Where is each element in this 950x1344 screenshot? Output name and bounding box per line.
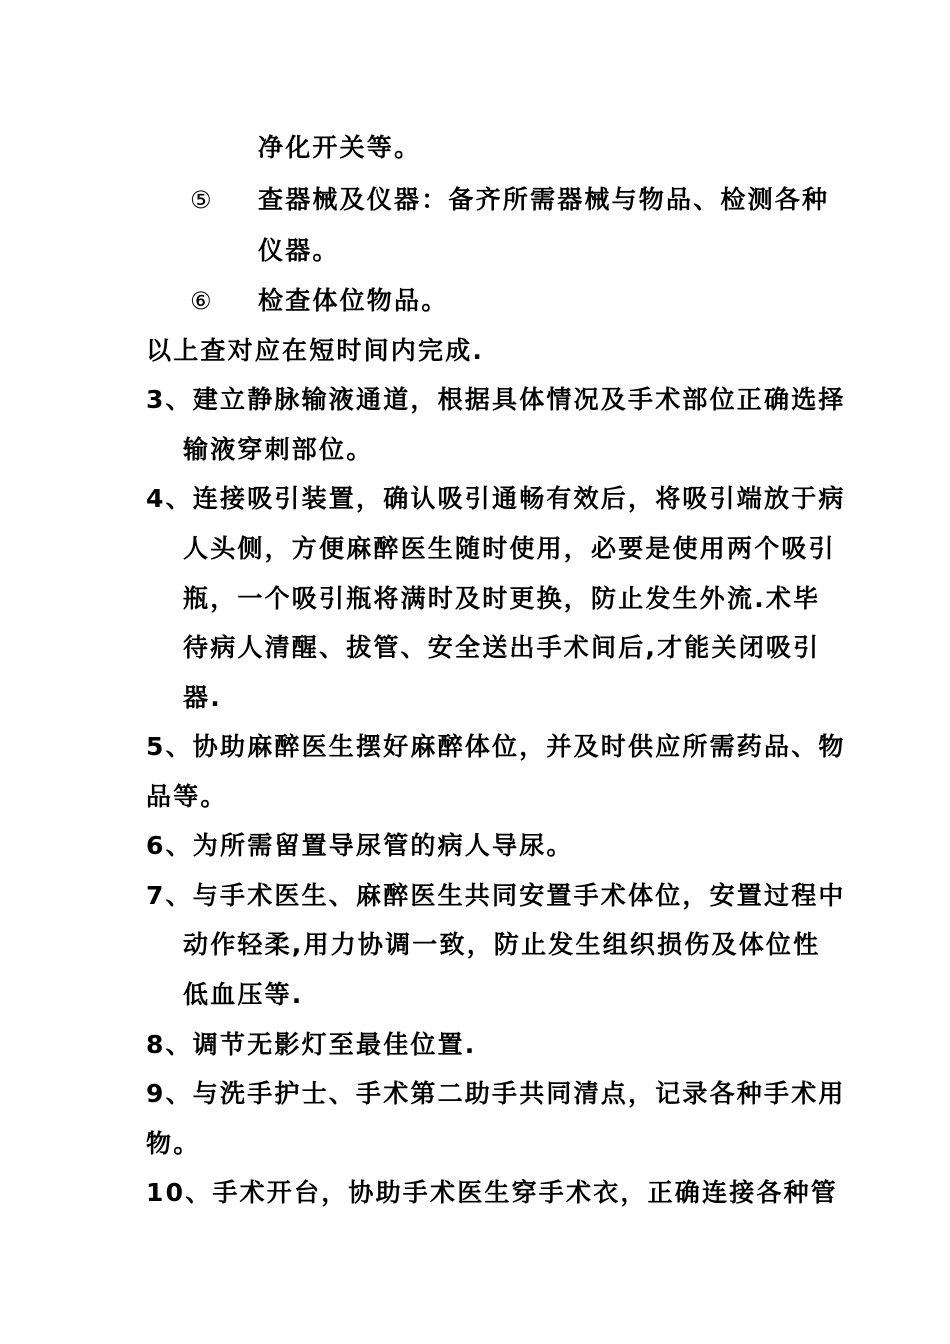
list-marker-6: ⑥ [190, 287, 212, 315]
text-line: 3、建立静脉输液通道，根据具体情况及手术部位正确选择 [146, 385, 846, 414]
text-line: 瓶，一个吸引瓶将满时及时更换，防止发生外流.术毕 [183, 584, 821, 613]
text-line: 器. [183, 683, 222, 712]
text-line: 输液穿刺部位。 [183, 435, 374, 464]
text-line: 品等。 [146, 782, 228, 811]
text-line: 5、协助麻醉医生摆好麻醉体位，并及时供应所需药品、物 [146, 732, 846, 761]
text-line: 物。 [146, 1129, 201, 1158]
text-line: 10、手术开台，协助手术医生穿手术衣，正确连接各种管 [146, 1178, 838, 1207]
text-line: 低血压等. [183, 980, 304, 1009]
list-marker-5: ⑤ [190, 186, 212, 214]
text-line: 仪器。 [258, 236, 340, 265]
text-line: 6、为所需留置导尿管的病人导尿。 [146, 831, 574, 860]
text-line: 动作轻柔,用力协调一致，防止发生组织损伤及体位性 [183, 930, 821, 959]
text-line: 9、与洗手护士、手术第二助手共同清点，记录各种手术用 [146, 1079, 846, 1108]
text-line: 净化开关等。 [258, 133, 422, 162]
text-line: 8、调节无影灯至最佳位置. [146, 1030, 477, 1059]
text-line: 待病人清醒、拔管、安全送出手术间后,才能关闭吸引 [183, 633, 821, 662]
text-line: 查器械及仪器：备齐所需器械与物品、检测各种 [258, 185, 830, 214]
text-line: 7、与手术医生、麻醉医生共同安置手术体位，安置过程中 [146, 881, 846, 910]
text-line: 人头侧，方便麻醉医生随时使用，必要是使用两个吸引 [183, 534, 836, 563]
text-line: 4、连接吸引装置，确认吸引通畅有效后，将吸引端放于病 [146, 484, 846, 513]
text-line: 检查体位物品。 [258, 286, 449, 315]
text-line: 以上查对应在短时间内完成. [146, 336, 485, 365]
